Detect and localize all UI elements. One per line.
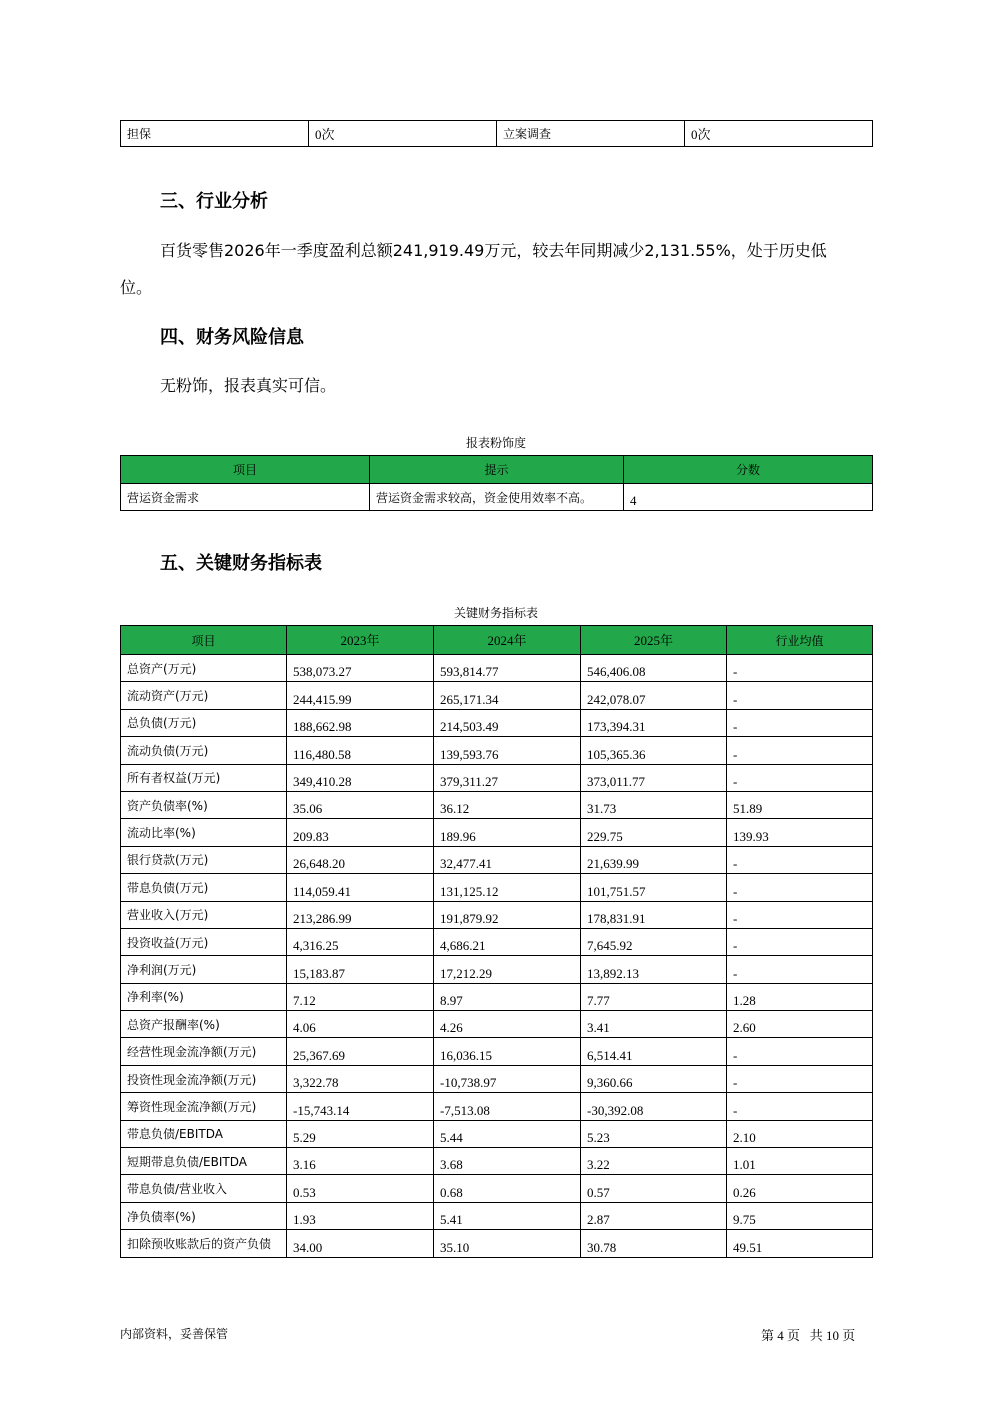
guarantee-table <box>120 120 873 147</box>
row-value: 2.10 <box>727 1120 873 1147</box>
indicator-table-caption: 关键财务指标表 <box>453 606 538 620</box>
table-row <box>121 1038 873 1065</box>
row-value: 9,360.66 <box>581 1065 727 1092</box>
header-item: 项目 <box>121 456 370 484</box>
row-label: 银行贷款(万元) <box>121 846 287 873</box>
row-label: 扣除预收账款后的资产负债 <box>121 1230 287 1257</box>
row-value: - <box>727 1038 873 1065</box>
row-value: 16,036.15 <box>434 1038 581 1065</box>
row-value: 51.89 <box>727 791 873 818</box>
row-value: 213,286.99 <box>287 901 434 928</box>
row-value: 101,751.57 <box>581 874 727 901</box>
whitewash-hint: 营运资金需求较高，资金使用效率不高。 <box>370 484 624 511</box>
table-row <box>121 655 873 682</box>
row-value: 244,415.99 <box>287 682 434 709</box>
row-value: 17,212.29 <box>434 956 581 983</box>
header-item: 项目 <box>121 626 287 655</box>
table-row <box>121 737 873 764</box>
row-label: 净利润(万元) <box>121 956 287 983</box>
row-value: 25,367.69 <box>287 1038 434 1065</box>
row-value: 1.93 <box>287 1202 434 1229</box>
row-value: 49.51 <box>727 1230 873 1257</box>
row-value: 2.60 <box>727 1011 873 1038</box>
table-row <box>121 846 873 873</box>
table-row <box>121 1120 873 1147</box>
header-score: 分数 <box>624 456 873 484</box>
row-value: 34.00 <box>287 1230 434 1257</box>
row-value: - <box>727 655 873 682</box>
row-value: - <box>727 928 873 955</box>
row-value: 9.75 <box>727 1202 873 1229</box>
whitewash-item: 营运资金需求 <box>121 484 370 511</box>
row-value: 15,183.87 <box>287 956 434 983</box>
footer-page-number: 第 4 页 共 10 页 <box>761 1328 856 1343</box>
table-row <box>121 1202 873 1229</box>
row-label: 净负债率(%) <box>121 1202 287 1229</box>
table-row <box>121 874 873 901</box>
row-value: 2.87 <box>581 1202 727 1229</box>
row-label: 资产负债率(%) <box>121 791 287 818</box>
row-value: 7,645.92 <box>581 928 727 955</box>
row-label: 流动负债(万元) <box>121 737 287 764</box>
row-label: 净利率(%) <box>121 983 287 1010</box>
header-2025: 2025年 <box>581 626 727 655</box>
row-value: 139,593.76 <box>434 737 581 764</box>
row-value: -7,513.08 <box>434 1093 581 1120</box>
row-value: 139.93 <box>727 819 873 846</box>
row-label: 带息负债/EBITDA <box>121 1120 287 1147</box>
table-row <box>121 1093 873 1120</box>
investigation-label: 立案调查 <box>497 121 685 147</box>
row-value: 1.01 <box>727 1148 873 1175</box>
row-value: 116,480.58 <box>287 737 434 764</box>
header-hint: 提示 <box>370 456 624 484</box>
row-label: 投资性现金流净额(万元) <box>121 1065 287 1092</box>
row-label: 流动比率(%) <box>121 819 287 846</box>
row-value: - <box>727 709 873 736</box>
row-value: 3.22 <box>581 1148 727 1175</box>
table-row <box>121 1065 873 1092</box>
row-value: - <box>727 682 873 709</box>
row-value: 0.26 <box>727 1175 873 1202</box>
table-row <box>121 1230 873 1257</box>
row-label: 营业收入(万元) <box>121 901 287 928</box>
section4-title: 四、财务风险信息 <box>160 327 304 348</box>
row-value: 105,365.36 <box>581 737 727 764</box>
row-label: 流动资产(万元) <box>121 682 287 709</box>
section3-text-line2: 位。 <box>120 278 153 297</box>
row-value: 32,477.41 <box>434 846 581 873</box>
row-label: 带息负债/营业收入 <box>121 1175 287 1202</box>
table-row <box>121 819 873 846</box>
footer-confidential: 内部资料，妥善保管 <box>120 1327 229 1341</box>
row-value: 546,406.08 <box>581 655 727 682</box>
row-value: 7.12 <box>287 983 434 1010</box>
header-2023: 2023年 <box>287 626 434 655</box>
row-value: 229.75 <box>581 819 727 846</box>
row-value: 8.97 <box>434 983 581 1010</box>
row-label: 筹资性现金流净额(万元) <box>121 1093 287 1120</box>
row-value: 4,686.21 <box>434 928 581 955</box>
row-value: 173,394.31 <box>581 709 727 736</box>
row-value: -30,392.08 <box>581 1093 727 1120</box>
row-value: 131,125.12 <box>434 874 581 901</box>
row-value: 36.12 <box>434 791 581 818</box>
row-value: - <box>727 846 873 873</box>
indicator-table-body <box>121 655 873 1258</box>
row-value: 35.10 <box>434 1230 581 1257</box>
guarantee-count: 0次 <box>309 121 497 147</box>
row-value: 13,892.13 <box>581 956 727 983</box>
row-value: -10,738.97 <box>434 1065 581 1092</box>
row-value: - <box>727 1065 873 1092</box>
row-value: - <box>727 737 873 764</box>
row-value: 114,059.41 <box>287 874 434 901</box>
row-label: 所有者权益(万元) <box>121 764 287 791</box>
section3-title: 三、行业分析 <box>160 191 268 212</box>
row-value: - <box>727 874 873 901</box>
row-value: 191,879.92 <box>434 901 581 928</box>
row-value: 209.83 <box>287 819 434 846</box>
row-value: 373,011.77 <box>581 764 727 791</box>
row-value: 379,311.27 <box>434 764 581 791</box>
row-value: - <box>727 1093 873 1120</box>
table-row <box>121 682 873 709</box>
row-value: 189.96 <box>434 819 581 846</box>
guarantee-label: 担保 <box>121 121 309 147</box>
row-value: - <box>727 901 873 928</box>
row-value: 214,503.49 <box>434 709 581 736</box>
row-label: 总负债(万元) <box>121 709 287 736</box>
section3-text-line1: 百货零售2026年一季度盈利总额241,919.49万元，较去年同期减少2,131.55%，处于历史低 <box>160 241 827 260</box>
row-value: 26,648.20 <box>287 846 434 873</box>
table-row <box>121 764 873 791</box>
row-value: 35.06 <box>287 791 434 818</box>
row-value: 5.23 <box>581 1120 727 1147</box>
row-value: 349,410.28 <box>287 764 434 791</box>
table-row <box>121 901 873 928</box>
row-value: -15,743.14 <box>287 1093 434 1120</box>
whitewash-score: 4 <box>624 484 873 511</box>
header-industry-avg: 行业均值 <box>727 626 873 655</box>
indicator-table <box>120 625 873 1258</box>
row-value: 593,814.77 <box>434 655 581 682</box>
row-value: 3.16 <box>287 1148 434 1175</box>
row-label: 总资产报酬率(%) <box>121 1011 287 1038</box>
row-value: 1.28 <box>727 983 873 1010</box>
whitewash-table-caption: 报表粉饰度 <box>465 436 526 450</box>
row-value: 30.78 <box>581 1230 727 1257</box>
row-value: 3.41 <box>581 1011 727 1038</box>
row-value: - <box>727 956 873 983</box>
row-value: - <box>727 764 873 791</box>
row-label: 短期带息负债/EBITDA <box>121 1148 287 1175</box>
whitewash-table <box>120 455 873 511</box>
row-value: 3,322.78 <box>287 1065 434 1092</box>
table-row <box>121 983 873 1010</box>
row-value: 5.44 <box>434 1120 581 1147</box>
row-label: 带息负债(万元) <box>121 874 287 901</box>
section4-text: 无粉饰，报表真实可信。 <box>160 376 337 395</box>
header-2024: 2024年 <box>434 626 581 655</box>
row-label: 总资产(万元) <box>121 655 287 682</box>
row-value: 0.68 <box>434 1175 581 1202</box>
row-value: 6,514.41 <box>581 1038 727 1065</box>
row-value: 5.29 <box>287 1120 434 1147</box>
row-label: 投资收益(万元) <box>121 928 287 955</box>
row-value: 7.77 <box>581 983 727 1010</box>
table-row <box>121 928 873 955</box>
table-row <box>121 956 873 983</box>
row-value: 242,078.07 <box>581 682 727 709</box>
row-value: 265,171.34 <box>434 682 581 709</box>
table-row <box>121 791 873 818</box>
section5-title: 五、关键财务指标表 <box>160 553 322 574</box>
row-value: 31.73 <box>581 791 727 818</box>
row-value: 0.57 <box>581 1175 727 1202</box>
row-label: 经营性现金流净额(万元) <box>121 1038 287 1065</box>
table-row <box>121 1148 873 1175</box>
table-row <box>121 1175 873 1202</box>
investigation-count: 0次 <box>685 121 873 147</box>
row-value: 538,073.27 <box>287 655 434 682</box>
row-value: 4.06 <box>287 1011 434 1038</box>
row-value: 4.26 <box>434 1011 581 1038</box>
row-value: 188,662.98 <box>287 709 434 736</box>
row-value: 178,831.91 <box>581 901 727 928</box>
row-value: 4,316.25 <box>287 928 434 955</box>
row-value: 21,639.99 <box>581 846 727 873</box>
row-value: 0.53 <box>287 1175 434 1202</box>
row-value: 5.41 <box>434 1202 581 1229</box>
table-row <box>121 1011 873 1038</box>
row-value: 3.68 <box>434 1148 581 1175</box>
table-row <box>121 709 873 736</box>
